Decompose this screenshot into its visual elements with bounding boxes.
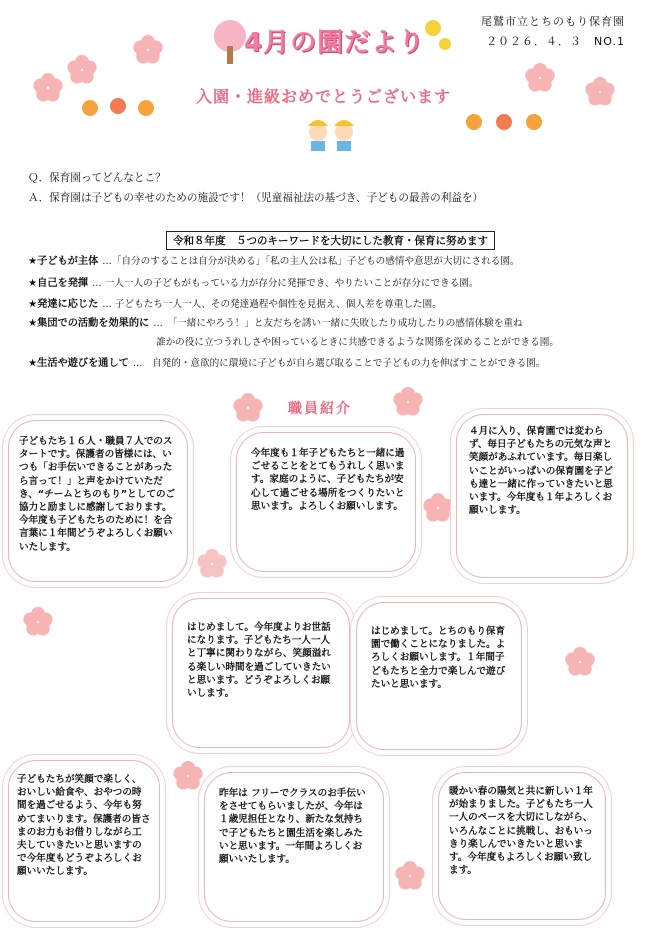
keyword-label: ★子どもが主体 bbox=[28, 256, 99, 267]
staff-message-card bbox=[8, 760, 160, 922]
keyword-item bbox=[28, 274, 479, 289]
keyword-item bbox=[28, 314, 523, 329]
keyword-item bbox=[28, 354, 545, 369]
keyword-text: … 「一緒にやろう！」と友だちを誘い一緒に失敗したり成功したりの感情体験を重ね bbox=[153, 318, 523, 329]
keyword-label: ★自己を発揮 bbox=[28, 278, 89, 289]
staff-message: 昨年は フリーでクラスのお手伝いをさせてもらいましたが、今年は１歳児担任となり、新たな気持ちで子どもたちと園生活を楽しみたいと思います。一年間よろしくお願いいたします。 bbox=[219, 788, 366, 866]
keyword-text: …「自分のすることは自分が決める」「私の主人公は私」子どもの感情や意思が大切にされる園。 bbox=[102, 256, 520, 267]
question: Ｑ．保育園ってどんなとこ？ bbox=[28, 172, 166, 184]
header-info bbox=[481, 12, 625, 52]
answer: Ａ．保育園は子どもの幸せのための施設です！（児童福祉法の基づき、子どもの最善の利益を） bbox=[28, 192, 484, 204]
staff-message-card bbox=[172, 598, 350, 748]
blossom-icon bbox=[393, 387, 422, 416]
blossom-icon bbox=[565, 647, 594, 676]
staff-message: 暖かい春の陽気と共に新しい１年が始まりました。子どもたち一人一人のペースを大切にしながら、いろんなことに挑戦し、おもいっきり楽しんでいきたいと思います。今年度もよろしくお願い致します。 bbox=[449, 786, 593, 877]
keyword-item bbox=[28, 252, 520, 267]
keyword-item bbox=[28, 295, 442, 310]
staff-message-card bbox=[8, 420, 188, 582]
newsletter-title bbox=[210, 10, 440, 70]
staff-message: はじめまして。今年度よりお世話になります。子どもたち一人一人と丁寧に関わりながら、笑顔溢れる楽しい時間を過ごしていきたいと思います。どうぞよろしくお願いします。 bbox=[187, 622, 331, 700]
staff-message-card bbox=[456, 414, 628, 578]
staff-message: ４月に入り、保育園では変わらず、毎日子どもたちの元気な声と笑顔があふれています。毎日楽しいことがいっぱいの保育園を子ども達と一緒に作っていきたいと思います。今年度も１年よろしくお願いします。 bbox=[469, 426, 613, 517]
staff-message: 今年度も１年子どもたちと一緒に過ごせることをとてもうれしく思います。家庭のように、子どもたちが安心して過ごせる場所をつくりたいと思います。よろしくお願いします。 bbox=[251, 448, 405, 512]
keyword-text: … 一人一人の子どもがもっている力が存分に発揮でき、やりたいことが存分にできる園。 bbox=[92, 278, 479, 289]
staff-message-card bbox=[236, 432, 416, 572]
staff-message: 子どもたちが笑顔で楽しく、おいしい給食や、おやつの時間を過ごせるよう、今年も努めてまいります。保護者の皆さまのお力もお借りしながら工夫していきたいと思いますので今年度もどうぞよろしくお願いいたします。 bbox=[17, 774, 151, 878]
newsletter-title-text: 4月の園だより bbox=[244, 28, 426, 58]
keywords-heading: 令和８年度 ５つのキーワードを大切にした教育・保育に努めます bbox=[166, 231, 495, 250]
blossom-icon bbox=[133, 35, 162, 64]
banner-greeting: 入園・進級おめでとうございます bbox=[195, 87, 451, 106]
blossom-icon bbox=[67, 55, 96, 84]
staff-message: はじめまして。とちのもり保育園で働くことになりました。よろしくお願いします。１年間子どもたちと全力で楽しんで遊びたいと思います。 bbox=[371, 626, 506, 690]
children-icon bbox=[308, 120, 354, 151]
keyword-text: … 自発的・意欲的に環境に子どもが自ら選び取ることで子どもの力を伸ばすことができる園。 bbox=[132, 358, 546, 369]
issue-number: ２０２６．４．３ NO.1 bbox=[486, 35, 625, 48]
blossom-icon bbox=[395, 861, 424, 890]
tulip-row-right bbox=[466, 114, 542, 130]
staff-message-card bbox=[204, 772, 384, 922]
blossom-icon bbox=[173, 761, 202, 790]
blossom-icon bbox=[233, 393, 262, 422]
keyword-text: 誰かの役に立つうれしさや困っているときに共感できるような関係を深めることができる園。 bbox=[156, 337, 559, 348]
blossom-icon bbox=[197, 549, 226, 578]
keyword-label: ★集団での活動を効果的に bbox=[28, 318, 150, 329]
keyword-item bbox=[156, 334, 559, 348]
keyword-label: ★生活や遊びを通して bbox=[28, 358, 129, 369]
staff-title: 職員紹介 bbox=[288, 401, 352, 417]
keyword-label: ★発達に応じた bbox=[28, 299, 99, 310]
staff-message-card bbox=[438, 772, 606, 920]
school-name: 尾鷲市立とちのもり保育園 bbox=[481, 15, 625, 28]
staff-message: 子どもたち１６人・職員７人でのスタートです。保護者の皆様には、いつも「お手伝いできることがあったら言って！」と声をかけていただき、“チームとちのもり”としてのご協力と励ましに感謝しております。今年度も子どもたちのために！を合言葉に１年間どうぞよろしくお願いいたします。 bbox=[19, 436, 176, 553]
blossom-icon bbox=[423, 493, 452, 522]
keyword-text: … 子どもたち一人一人、その発達過程や個性を見据え、個人差を尊重した園。 bbox=[102, 299, 442, 310]
staff-message-card bbox=[356, 602, 522, 750]
blossom-icon bbox=[23, 607, 52, 636]
